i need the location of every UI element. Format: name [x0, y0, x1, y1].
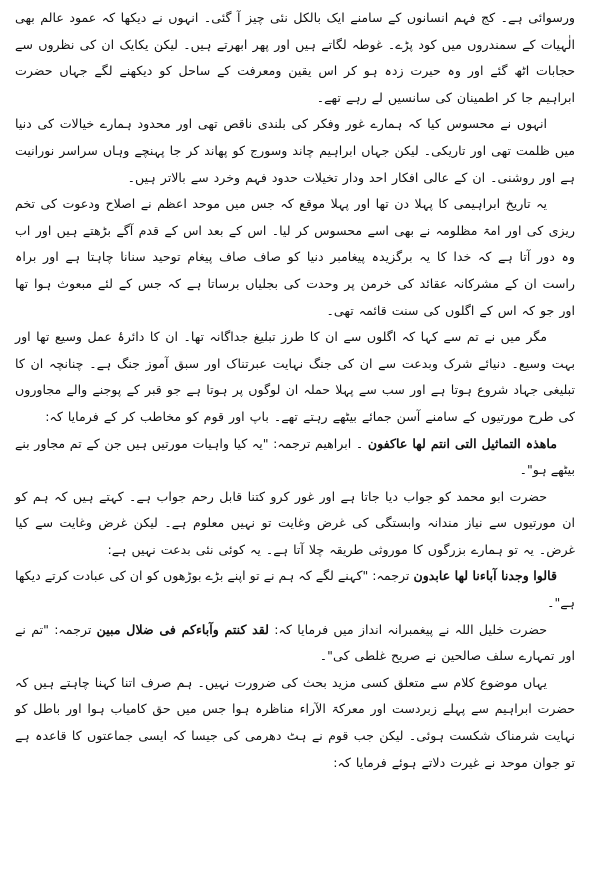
paragraph-6 [15, 617, 575, 670]
quote-1-source: ۔ ابراھیم [314, 435, 364, 451]
paragraph-7: یہاں موضوع کلام سے متعلق کسی مزید بحث کی ضرورت نہیں۔ ہم صرف اتنا کہنا چاہتے ہیں کہ حضرت ابراہیم سے پہلے زبردست اور معرکۃ الآراء مناظرہ ہوا جس میں حق کامیاب ہوا اور باطل کو نہایت شرمناک شکست ہوئی۔ لیکن جب قوم نے ہٹ دھرمی کی جیسا کہ ایسی جماعتوں کا قاعدہ ہے تو جوان موحد نے غیرت دلاتے ہوئے فرمایا کہ: [15, 674, 575, 770]
quote-1-arabic: ماھذہ التماثیل التی انتم لھا عاکفون [367, 435, 557, 451]
paragraph-5: حضرت ابو محمد کو جواب دیا جاتا ہے اور غور کرو کتنا قابل رحم جواب ہے۔ کہتے ہیں کہ ہم کو ان مورتیوں سے نیاز مندانہ وابستگی کی غرض وغایت تو نہیں معلوم ہے۔ لیکن غرض وغایت سے کیا غرض۔ یہ تو ہمارے بزرگوں کا موروثی طریقہ چلا آتا ہے۔ یہ کوئی نئی بدعت نہیں ہے: [15, 488, 575, 557]
quote-2 [15, 563, 575, 616]
paragraph-2: انہوں نے محسوس کیا کہ ہمارے غور وفکر کی بلندی ناقص تھی اور محدود ہمارے خیالات کی دنیا میں ظلمت تھی اور تاریکی۔ لیکن جہاں ابراہیم چاند وسورج کو پھاند کر جا پہنچے وہاں سراسر نورانیت ہے اور روشنی۔ ان کے عالی افکار احد ودار تخیلات حدود فہم وخرد سے بالاتر ہیں۔ [15, 116, 575, 185]
quote-3-arabic: لقد کنتم وآباءکم فی ضلال مبین [96, 621, 269, 637]
quote-3-translation: ترجمہ: "تم نے اور تمہارے سلف صالحین نے صریح غلطی کی"۔ [15, 621, 575, 664]
quote-1 [15, 431, 575, 484]
quote-2-arabic: قالوا وجدنا آباءنا لھا عابدون [413, 568, 557, 584]
paragraph-1: ورسوائی ہے۔ کج فہم انسانوں کے سامنے ایک بالکل نئی چیز آ گئی۔ انہوں نے دیکھا کہ عمود عالم بھی الٰہیات کے سمندروں میں کود پڑے۔ غوطہ لگاتے ہیں اور پھر ابھرتے ہیں۔ لیکن یکایک ان کی نظروں سے حجابات اٹھ گئے اور وہ حیرت زدہ ہو کر اس یقین ومعرفت کے ساحل کو دیکھنے لگے جہاں حضرت ابراہیم جا کر اطمینان کی سانسیں لے رہے تھے۔ [15, 10, 575, 105]
paragraph-4: مگر میں نے تم سے کہا کہ اگلوں سے ان کا طرز تبلیغ جداگانہ تھا۔ ان کا دائرۂ عمل وسیع تھا اور بہت وسیع۔ دنیائے شرک وبدعت سے ان کی جنگ نہایت عبرتناک اور سبق آموز جنگ ہے۔ چنانچہ ان کا تبلیغی جہاد شروع ہوتا ہے اور سب سے پہلا حملہ ان لوگوں پر ہوتا ہے جو قبر کے پوجنے والے مجاوروں کی طرح مورتیوں کے سامنے آسن جمائے بیٹھے رہتے تھے۔ باپ اور قوم کو مخاطب کر کے فرمایا کہ: [15, 329, 575, 424]
quote-1-translation: ترجمہ: "یہ کیا واہیات مورتیں ہیں جن کے تم مجاور بنے بیٹھے ہو"۔ [15, 435, 575, 478]
paragraph-6-lead: حضرت خلیل اللہ نے پیغمبرانہ انداز میں فرمایا کہ: [274, 621, 548, 637]
document-page [15, 5, 575, 880]
paragraph-3: یہ تاریخ ابراہیمی کا پہلا دن تھا اور پہلا موقع کہ جس میں موحد اعظم نے اصلاح ودعوت کی تخم ریزی کی اور امۃ مظلومہ نے بھی اسے محسوس کر لیا۔ اس کے بعد اس کے قدم آگے بڑھتے ہیں اور اب وہ دور آتا ہے کہ خدا کا یہ برگزیدہ پیغامبر دنیا کو صاف صاف پیغام توحید سنانا چاہتا ہے اور براہ راست ان کے مشرکانہ عقائد کی خرمن پر وحدت کی بجلیاں برساتا ہے کہ جس کے لئے مبعوث ہوا تھا اور جو کہ اس کے اگلوں کی سنت قائمہ تھی۔ [15, 196, 575, 318]
quote-2-translation: ترجمہ: "کہنے لگے کہ ہم نے تو اپنے بڑے بوڑھوں کو ان کی عبادت کرتے دیکھا ہے"۔ [15, 568, 575, 611]
